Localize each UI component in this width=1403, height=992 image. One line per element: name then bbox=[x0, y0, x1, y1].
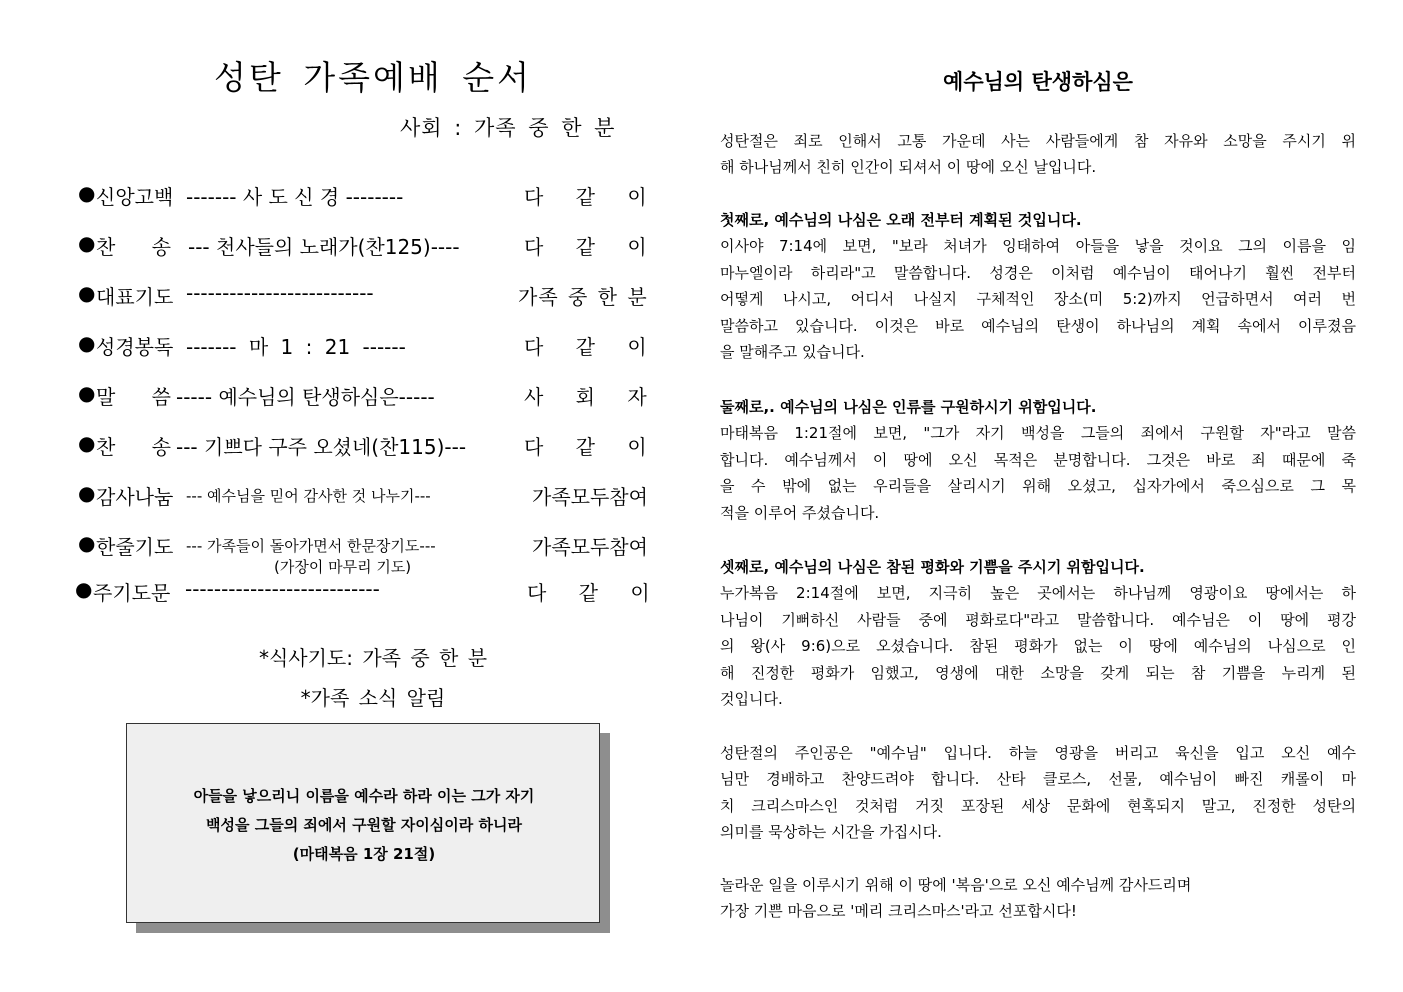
verse-box bbox=[126, 723, 600, 923]
order-item-label: 한줄기도 bbox=[96, 535, 174, 559]
order-item-detail: ----- 예수님의 탄생하심은----- bbox=[176, 385, 435, 409]
order-item-label: 신앙고백 bbox=[96, 185, 174, 209]
order-item-detail: --- 천사들의 노래가(찬125)---- bbox=[188, 235, 460, 259]
text-line: 이사야 7:14에 보면, "보라 처녀가 잉태하여 아들을 낳을 것이요 그의 이름을 임 bbox=[720, 237, 1356, 256]
order-item-person: 다 같 이 bbox=[524, 235, 653, 259]
order-item-subnote: (가장이 마무리 기도) bbox=[274, 558, 412, 576]
section-heading: 첫째로, 예수님의 나심은 오래 전부터 계획된 것입니다. bbox=[720, 211, 1082, 229]
text-line: 해 진정한 평화가 임했고, 영생에 대한 소망을 갖게 되는 참 기쁨을 누리게 된 bbox=[720, 663, 1356, 682]
text-line: 합니다. 예수님께서 이 땅에 오신 목적은 분명합니다. 그것은 바로 죄 때문에 죽 bbox=[720, 450, 1356, 469]
order-item-label: 말 씀 bbox=[96, 385, 171, 409]
verse-reference: (마태복음 1장 21절) bbox=[292, 845, 436, 863]
text-line: 나님이 기뻐하신 사람들 중에 평화로다"라고 말씀합니다. 예수님은 이 땅에 평강 bbox=[720, 610, 1356, 629]
order-item-label: 성경봉독 bbox=[96, 335, 174, 359]
text-line: 의미를 묵상하는 시간을 가집시다. bbox=[720, 823, 942, 842]
bullet-icon: ● bbox=[78, 431, 96, 455]
text-line: 누가복음 2:14절에 보면, 지극히 높은 곳에서는 하나님께 영광이요 땅에서는 하 bbox=[720, 584, 1356, 603]
article-intro bbox=[720, 128, 1356, 181]
order-item-person: 가족 중 한 분 bbox=[518, 285, 648, 309]
order-item-detail: ------- 마 1 : 21 ------ bbox=[186, 335, 406, 359]
meal-prayer-note: *식사기도: 가족 중 한 분 bbox=[258, 646, 488, 670]
page-title: 성탄 가족예배 순서 bbox=[213, 58, 532, 97]
verse-line: 아들을 낳으리니 이름을 예수라 하라 이는 그가 자기 bbox=[193, 787, 535, 805]
bullet-icon: ● bbox=[78, 481, 96, 505]
leader-note: 사회 : 가족 중 한 분 bbox=[400, 116, 616, 140]
text-line: 놀라운 일을 이루시기 위해 이 땅에 '복음'으로 오신 예수님께 감사드리며 bbox=[720, 876, 1192, 894]
order-item-person: 다 같 이 bbox=[524, 185, 653, 209]
article-closing bbox=[720, 740, 1356, 846]
text-line: 을 수 밖에 없는 우리들을 살리시기 위해 오셨고, 십자가에서 죽으심으로 그 목 bbox=[720, 477, 1356, 496]
text-line: 성탄절의 주인공은 "예수님" 입니다. 하늘 영광을 버리고 육신을 입고 오신 예수 bbox=[720, 744, 1356, 762]
order-item-detail: ------- 사 도 신 경 -------- bbox=[186, 185, 404, 209]
text-line: 것입니다. bbox=[720, 690, 783, 709]
section-heading: 셋째로, 예수님의 나심은 참된 평화와 기쁨을 주시기 위함입니다. bbox=[720, 558, 1145, 576]
order-item-label: 찬 송 bbox=[96, 435, 171, 459]
article-title: 예수님의 탄생하심은 bbox=[943, 70, 1133, 94]
text-line: 님만 경배하고 찬양드려야 합니다. 산타 클로스, 선물, 예수님이 빠진 캐롤이 마 bbox=[720, 770, 1356, 789]
order-item-detail: --- 예수님을 믿어 감사한 것 나누기--- bbox=[186, 487, 431, 505]
order-item-label: 대표기도 bbox=[96, 285, 174, 309]
bullet-icon: ● bbox=[78, 231, 96, 255]
bullet-icon: ● bbox=[78, 281, 96, 305]
family-news-note: *가족 소식 알림 bbox=[300, 686, 446, 710]
article-panel bbox=[720, 0, 1356, 992]
bullet-icon: ● bbox=[78, 331, 96, 355]
order-item-detail: -------------------------- bbox=[186, 281, 374, 305]
text-line: 해 하나님께서 친히 인간이 되셔서 이 땅에 오신 날입니다. bbox=[720, 158, 1097, 177]
article-section-3 bbox=[720, 554, 1356, 712]
section-heading: 둘째로,. 예수님의 나심은 인류를 구원하시기 위함입니다. bbox=[720, 398, 1097, 416]
text-line: 마태복음 1:21절에 보면, "그가 자기 백성을 그들의 죄에서 구원할 자"라고 말씀 bbox=[720, 424, 1356, 443]
text-line: 을 말해주고 있습니다. bbox=[720, 343, 865, 362]
text-line: 성탄절은 죄로 인해서 고통 가운데 사는 사람들에게 참 자유와 소망을 주시기 위 bbox=[720, 132, 1356, 150]
order-item-label: 주기도문 bbox=[93, 581, 171, 605]
order-item-person: 다 같 이 bbox=[524, 335, 653, 359]
order-item-detail: --- 가족들이 돌아가면서 한문장기도--- bbox=[186, 537, 436, 555]
order-item-person: 가족모두참여 bbox=[532, 485, 648, 509]
text-line: 마누엘이라 하리라"고 말씀합니다. 성경은 이처럼 예수님이 태어나기 훨씬 전부터 bbox=[720, 263, 1356, 282]
order-item-detail: --------------------------- bbox=[185, 577, 380, 601]
bullet-icon: ● bbox=[75, 577, 93, 601]
bullet-icon: ● bbox=[78, 181, 96, 205]
bullet-icon: ● bbox=[78, 531, 96, 555]
text-line: 의 왕(사 9:6)으로 오셨습니다. 참된 평화가 없는 이 땅에 예수님의 나심으로 인 bbox=[720, 637, 1356, 656]
article-final bbox=[720, 872, 1356, 925]
bullet-icon: ● bbox=[78, 381, 96, 405]
text-line: 가장 기쁜 마음으로 '메리 크리스마스'라고 선포합시다! bbox=[720, 902, 1077, 921]
text-line: 말씀하고 있습니다. 이것은 바로 예수님의 탄생이 하나님의 계획 속에서 이루졌음 bbox=[720, 316, 1356, 335]
worship-order-panel bbox=[0, 0, 700, 992]
order-item-person: 가족모두참여 bbox=[532, 535, 648, 559]
article-section-1 bbox=[720, 207, 1356, 365]
order-item-label: 감사나눔 bbox=[96, 485, 174, 509]
order-item-person: 다 같 이 bbox=[527, 581, 656, 605]
order-item-person: 사 회 자 bbox=[524, 385, 653, 409]
text-line: 어떻게 나시고, 어디서 나실지 구체적인 장소(미 5:2)까지 언급하면서 여러 번 bbox=[720, 290, 1356, 309]
order-item-detail: --- 기쁘다 구주 오셨네(찬115)--- bbox=[176, 435, 467, 459]
order-item-person: 다 같 이 bbox=[524, 435, 653, 459]
text-line: 적을 이루어 주셨습니다. bbox=[720, 503, 880, 522]
order-item-label: 찬 송 bbox=[96, 235, 171, 259]
verse-line: 백성을 그들의 죄에서 구원할 자이심이라 하니라 bbox=[206, 816, 522, 834]
article-section-2 bbox=[720, 394, 1356, 526]
text-line: 치 크리스마스인 것처럼 거짓 포장된 세상 문화에 현혹되지 말고, 진정한 성탄의 bbox=[720, 796, 1356, 815]
